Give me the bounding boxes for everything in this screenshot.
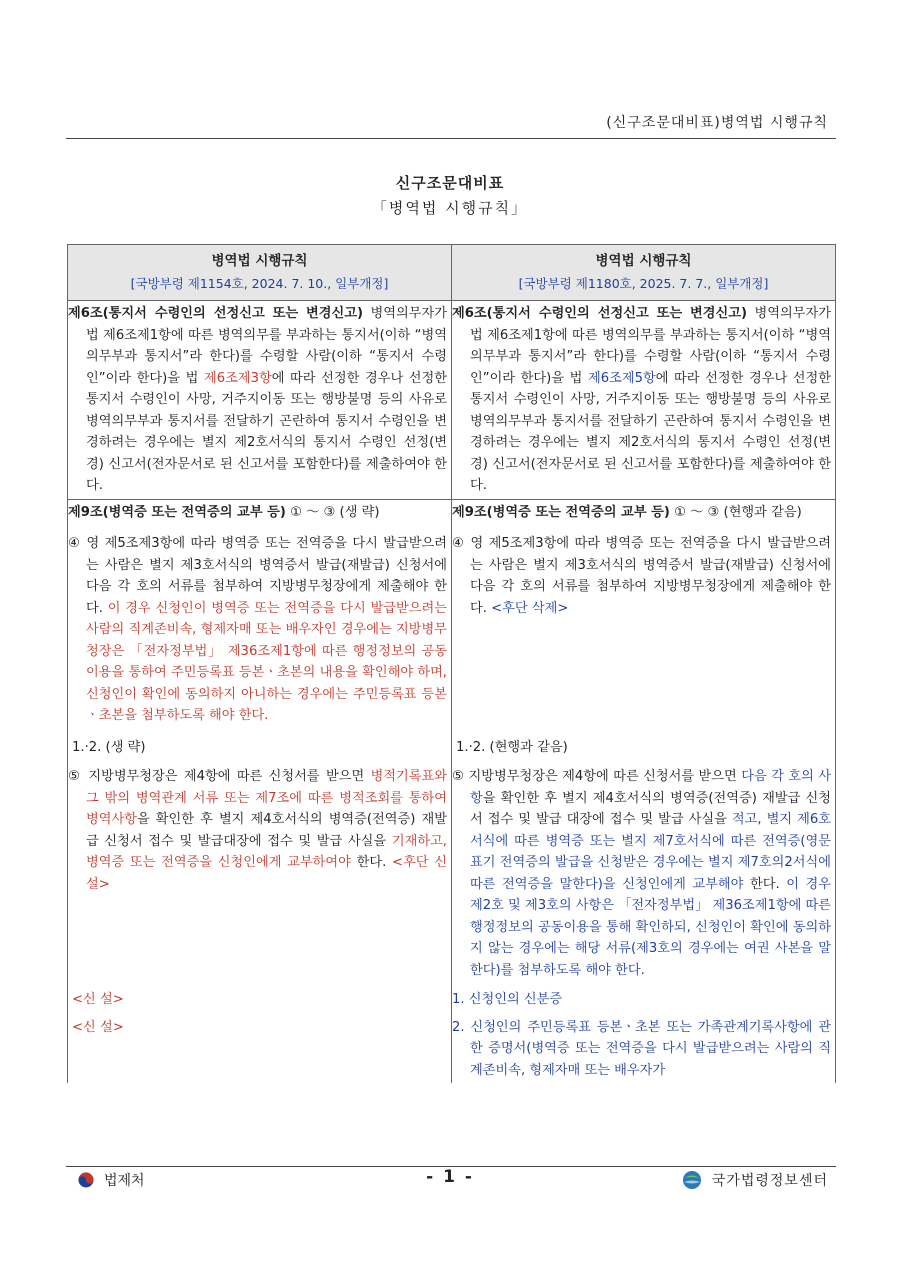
changed-text: 제6조제3항 [203,370,272,386]
page-title: 신구조문대비표 [395,174,505,192]
new-paragraph-5 [452,760,836,983]
table-header-row [68,245,836,301]
old-item-new-1: <신 설> [68,983,452,1013]
paragraph-text: ④ 영 제5조제3항에 따라 병역증 또는 전역증을 다시 발급받으려는 사람은 별지 제3호서식의 병역증서 발급(재발급) 신청서에 다음 각 호의 서류를 첨부하여 지방병무청장에게 제출해야 한다. [68,536,447,616]
article-heading: 제9조(병역증 또는 전역증의 교부 등) [68,504,286,520]
article-text: 병역의무자가 법 제6조제1항에 따른 병역의무를 부과하는 통지서(이하 “병역의무부과 통지서”라 한다)를 수령할 사람(이하 “통지서 수령인”이라 한다)을 법 [86,306,447,386]
new-version-title: 병역법 시행규칙 [595,253,692,269]
changed-text: 적고, 별지 제6호서식에 따른 병역증 또는 별지 제7호서식에 따른 전역증(영문표기 전역증의 발급을 신청받은 경우에는 별지 제7호의2서식에 따른 전역증을 말한다)을 신청인에게 교부해야 [470,812,831,892]
page-number: - 1 - [426,1167,474,1187]
paragraph-text: ④ 영 제5조제3항에 따라 병역증 또는 전역증을 다시 발급받으려는 사람은 별지 제3호서식의 병역증서 발급(재발급) 신청서에 다음 각 호의 서류를 첨부하여 지방병무청장에게 제출해야 한다. [452,536,831,616]
page-subtitle: 「병역법 시행규칙」 [371,199,529,217]
article-text: ① ～ ③ (생 략) [285,504,380,520]
changed-text: <후단 삭제> [491,600,569,616]
changed-text: 기재하고, 병역증 또는 전역증을 신청인에게 교부하여야 [86,833,447,870]
changed-text: 병적기록표와 그 밖의 병역관계 서류 또는 제7조에 따른 병적조회를 통하여 병역사항 [86,769,447,827]
new-item-1: 1. 신청인의 신분증 [452,983,836,1013]
old-item-new-2: <신 설> [68,1013,452,1084]
new-item-2: 2. 신청인의 주민등록표 등본ㆍ초본 또는 가족관계기록사항에 관한 증명서(병역증 또는 전역증을 다시 발급받으려는 사람의 직계존비속, 형제자매 또는 배우자가 [452,1013,836,1084]
changed-text: <후단 신설> [86,855,447,892]
footer-right [682,1170,828,1190]
old-paragraph-5 [68,760,452,983]
new-article-6 [452,301,836,500]
old-version-amendment: [국방부령 제1154호, 2024. 7. 10., 일부개정] [130,275,389,291]
comparison-table [67,244,836,1083]
article-heading: 제6조(통지서 수령인의 선정신고 또는 변경신고) [452,306,748,321]
table-row [68,301,836,500]
article-heading: 제6조(통지서 수령인의 선정신고 또는 변경신고) [68,306,364,321]
old-article-6 [68,301,452,500]
article-text: 에 따라 선정한 경우나 선정한 통지서 수령인이 사망, 거주지이동 또는 행방불명 등의 사유로 병역의무부과 통지서를 전달하기 곤란하여 통지서 수령인을 변경하려는 경우에는 별지 제2호서식의 통지서 수령인 선정(변경) 신고서(전자문서로 된 신고서를 포함한다)를 제출하여야 한다. [470,370,831,493]
table-row [68,729,836,761]
old-article-9 [68,499,452,525]
paragraph-text: 을 확인한 후 별지 제4호서식의 병역증(전역증) 재발급 신청서 접수 및 발급대장에 접수 및 발급 사실을 [86,812,447,849]
old-version-title: 병역법 시행규칙 [211,253,308,269]
new-paragraph-4 [452,525,836,729]
old-version-header [68,245,452,301]
top-divider [66,138,836,139]
new-version-header [452,245,836,301]
footer-left-label: 법제처 [104,1173,145,1189]
new-version-amendment: [국방부령 제1180호, 2025. 7. 7., 일부개정] [518,275,769,291]
article-text: ① ～ ③ (현행과 같음) [669,504,802,520]
paragraph-text: 한다. [743,876,787,892]
changed-text: 제6조제5항 [587,370,656,386]
old-paragraph-4 [68,525,452,729]
paragraph-text: ⑤ 지방병무청장은 제4항에 따른 신청서를 받으면 [68,769,371,784]
paragraph-text: 을 확인한 후 별지 제4호서식의 병역증(전역증) 재발급 신청서 접수 및 발급 대장에 접수 및 발급 사실을 [470,790,831,827]
footer-right-label: 국가법령정보센터 [711,1173,828,1189]
article-text: 병역의무자가 법 제6조제1항에 따른 병역의무를 부과하는 통지서(이하 “병역의무부과 통지서”라 한다)를 수령할 사람(이하 “통지서 수령인”이라 한다)을 법 [470,306,831,386]
changed-text: 다음 각 호의 사항 [470,769,832,806]
globe-logo-icon [682,1170,702,1190]
table-row [68,983,836,1013]
paragraph-text: 한다. [350,855,393,870]
article-text: 에 따라 선정한 경우나 선정한 통지서 수령인이 사망, 거주지이동 또는 행방불명 등의 사유로 병역의무부과 통지서를 전달하기 곤란하여 통지서 수령인을 변경하려는 경우에는 별지 제2호서식의 통지서 수령인 선정(변경) 신고서(전자문서로 된 신고서를 포함한다)를 제출하여야 한다. [86,370,447,493]
table-row [68,1013,836,1084]
table-row [68,525,836,729]
old-items-1-2: 1.·2. (생 략) [68,729,452,761]
table-row [68,499,836,525]
table-row [68,760,836,983]
article-heading: 제9조(병역증 또는 전역증의 교부 등) [452,504,670,520]
document-header-label: (신구조문대비표)병역법 시행규칙 [606,115,828,131]
changed-text: 이 경우 제2호 및 제3호의 사항은 「전자정부법」 제36조제1항에 따른 행정정보의 공동이용을 통해 확인하되, 신청인이 확인에 동의하지 않는 경우에는 해당 서류(제3호의 경우에는 여권 사본을 말한다)를 첨부하도록 해야 한다. [470,876,831,978]
paragraph-text: ⑤ 지방병무청장은 제4항에 따른 신청서를 받으면 [452,769,742,784]
new-article-9 [452,499,836,525]
new-items-1-2: 1.·2. (현행과 같음) [452,729,836,761]
changed-text: 이 경우 신청인이 병역증 또는 전역증을 다시 발급받으려는 사람의 직계존비속, 형제자매 또는 배우자인 경우에는 지방병무청장은 「전자정부법」 제36조제1항에 따른 행정정보의 공동이용을 통하여 주민등록표 등본ㆍ초본의 내용을 확인해야 하며, 신청인이 확인에 동의하지 아니하는 경우에는 주민등록표 등본ㆍ초본을 첨부하도록 해야 한다. [86,600,447,723]
